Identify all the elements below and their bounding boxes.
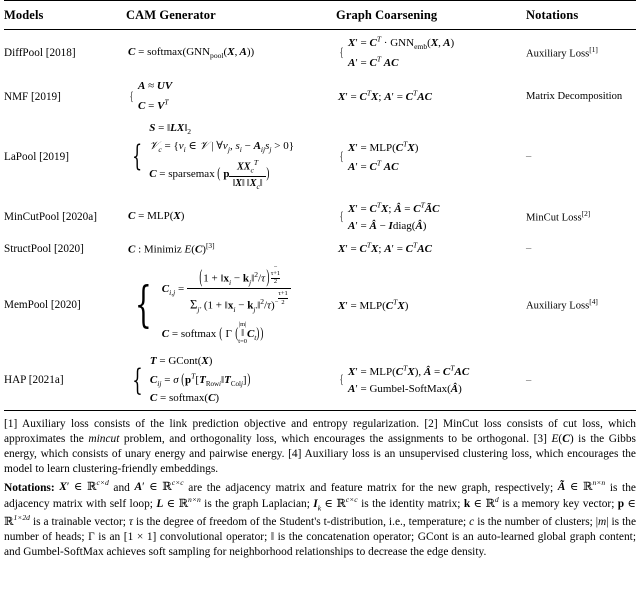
row-cam-hap: { T = GCont(X) $C_{ij} = \sigma$ $(p^T[T_{Rowi}‖T_{Colj}])$ C = softmax(C) bbox=[126, 350, 336, 411]
left-brace: { bbox=[339, 45, 344, 59]
left-brace: { bbox=[129, 89, 134, 103]
row-notation-mempool bbox=[526, 260, 636, 350]
row-model-hap: HAP [2021a] bbox=[4, 374, 64, 387]
footnote-text-3: is the Gibbs energy, which consists of unary energy and pairwise energy. [4] Auxiliary loss is an unsupervised clustering loss, which encourages the model to learn clustering-friendly embeddings. bbox=[4, 433, 636, 475]
row-cam-structpool: C : Minimiz E(C)[3] bbox=[128, 240, 215, 256]
row-notation-nmf bbox=[526, 76, 636, 118]
notation-ref: [4] bbox=[589, 297, 598, 307]
row-model-lapool: LaPool [2019] bbox=[4, 150, 69, 163]
notations-seg-6: is a trainable vector; bbox=[29, 516, 129, 528]
row-coarsening-structpool: $X' = C^TX$; $A' = C^TAC$ bbox=[338, 240, 432, 256]
row-cam-mincutpool: C = MLP(X) bbox=[128, 209, 185, 222]
left-brace: { bbox=[339, 373, 344, 387]
notations-paragraph: Notations: X′ ∈ ℝ$^{c\times d}$ and A′ ∈ ℝ$^{c\times c}$ are the adjacency matrix and feature matrix for the new graph, respectively; Ã ∈ ℝ$^{n\times n}$ is the adjacency matrix with self loop; L ∈ ℝ$^{n\times n}$ is the graph Laplacian; $I_k$ ∈ ℝ$^{c\times c}$ is the identity matrix; k ∈ ℝ$^d$ is a memory key vector; p ∈ ℝ$^{1\times 2d}$ is a trainable vector; τ is the degree of freedom of the Student's t-distribution, i.e., temperature; c is the number of clusters; |m| is the number of heads; Γ is an [1 × 1] convolutional operator; ‖ is the concatenation operator; GCont is an auto-learned global graph content; and Gumbel-SoftMax achieves soft sampling for neighborhood relationships to decrease the edge density. bbox=[4, 478, 636, 558]
notations-and: and bbox=[108, 481, 135, 494]
notations-seg-11: convolutional operator; bbox=[156, 530, 271, 543]
column-header-cam-generator: CAM Generator bbox=[126, 8, 216, 22]
footnote-text-1: [1] Auxiliary loss consists of the link prediction objective and entropy regularization. [2] MinCut loss consists of cut loss, which approximates the bbox=[4, 418, 636, 446]
row-model-diffpool: DiffPool [2018] bbox=[4, 46, 76, 59]
left-brace: { bbox=[134, 276, 152, 333]
row-coarsening-diffpool: { $X' = C^T \cdot GNN_{emb}(X$, A) $A' = C^T$ AC bbox=[336, 30, 526, 76]
table-header bbox=[4, 1, 636, 30]
notation-label: Matrix Decomposition bbox=[526, 91, 623, 103]
row-cam-lapool: { $S = ‖LX‖_2$ 𝒱$_c$ = {$v_i$ ∈ 𝒱 | $\forall v_j$, $s_i - A_{ij}s_j > 0$} C = sparsemax ( p $\frac{XX_c^T}{‖X‖ ‖X_c‖}$ ) bbox=[126, 118, 336, 196]
table-row bbox=[4, 118, 636, 196]
cam-ref: [3] bbox=[205, 240, 215, 250]
row-cam-nmf: { A ≈ UV $C = V^T$ bbox=[126, 76, 336, 118]
table-row bbox=[4, 30, 636, 76]
left-brace: { bbox=[339, 149, 344, 163]
notations-gumbel: Gumbel-SoftMax bbox=[23, 545, 104, 558]
table-row bbox=[4, 260, 636, 350]
table-row bbox=[4, 196, 636, 238]
notations-seg-7: is the degree of freedom of the Student's t-distribution, i.e., temperature; bbox=[133, 516, 470, 528]
row-notation-structpool: – bbox=[526, 243, 532, 255]
row-notation-hap: – bbox=[526, 374, 532, 386]
notation-ref: [2] bbox=[581, 208, 591, 218]
left-brace: { bbox=[132, 138, 143, 173]
footnotes-block bbox=[4, 417, 636, 559]
row-notation-diffpool bbox=[526, 30, 636, 76]
row-coarsening-mincutpool: { $X' = C^TX$; Â = $C^TÃC$ A′ = Â − Idiag(Â) bbox=[336, 196, 526, 238]
row-model-nmf: NMF [2019] bbox=[4, 90, 61, 103]
table-row bbox=[4, 350, 636, 411]
row-coarsening-mempool: $X' = MLP(C^TX)$ bbox=[338, 297, 409, 312]
row-model-mincutpool: MinCutPool [2020a] bbox=[4, 210, 97, 223]
left-brace: { bbox=[339, 209, 344, 223]
row-notation-mincutpool bbox=[526, 196, 636, 238]
row-coarsening-lapool: { $X' = MLP(C^TX)$ $A' = C^T$ AC bbox=[336, 118, 526, 196]
notations-seg-1: are the adjacency matrix and feature matrix for the new graph, respectively; bbox=[183, 481, 558, 494]
row-model-mempool: MemPool [2020] bbox=[4, 299, 81, 312]
notations-seg-9: is the number of heads; bbox=[4, 516, 636, 543]
notations-seg-2: is the adjacency matrix with self loop; bbox=[4, 481, 636, 511]
row-coarsening-nmf: $X' = C^TX$; $A' = C^TAC$ bbox=[338, 88, 432, 104]
footnote-italic-mincut: mincut bbox=[88, 433, 120, 446]
table-body bbox=[4, 30, 636, 411]
left-brace: { bbox=[132, 362, 143, 398]
footnote-paragraph: [1] Auxiliary loss consists of the link prediction objective and entropy regularization. [2] MinCut loss consists of cut loss, which approximates the mincut problem, and orthogonality loss, which encourages the assignments to be orthogonal. [3] E(C) is the Gibbs energy, which consists of unary energy and pairwise energy. [4] Auxiliary loss is an unsupervised clustering loss, which encourages the model to learn clustering-friendly embeddings. bbox=[4, 418, 636, 475]
notations-seg-8: is the number of clusters; bbox=[474, 516, 596, 528]
notations-seg-5: is a memory key vector; bbox=[498, 498, 618, 511]
comparison-table bbox=[4, 0, 636, 411]
row-notation-lapool: – bbox=[526, 151, 532, 163]
row-cam-mempool: { $C_{i,j}$ = ($1 + ‖x_i$ − $k_j‖^2/\tau)^{- \tau+1 2}$ $\Sigma_{j'}$ ($1 + ‖x_i$ − $k_{j'}‖^2/\tau)^{- \frac{\tau+1}{2}}$ C = softmax ( Γ ( |m| ‖ t=0 $C_t$)) bbox=[126, 260, 336, 350]
notation-label: Auxiliary Loss bbox=[526, 48, 590, 60]
row-cam-diffpool: $C = softmax(GNN_{pool}(X$, A)) bbox=[128, 45, 255, 60]
notations-seg-10: is an bbox=[94, 530, 124, 543]
row-model-structpool: StructPool [2020] bbox=[4, 242, 84, 255]
notations-label: Notations: bbox=[4, 481, 55, 494]
notations-seg-4: is the identity matrix; bbox=[357, 498, 464, 511]
footnote-text-2: problem, and orthogonality loss, which encourages the assignments to be orthogonal. [3] bbox=[119, 433, 552, 446]
notation-label: Auxiliary Loss bbox=[526, 300, 590, 312]
table-row bbox=[4, 76, 636, 118]
notations-seg-13: is an auto-learned global graph content; and bbox=[4, 530, 636, 558]
notation-label: MinCut Loss bbox=[526, 212, 582, 224]
notations-seg-3: is the graph Laplacian; bbox=[200, 498, 314, 511]
notations-gcont: GCont bbox=[417, 530, 449, 543]
notation-ref: [1] bbox=[589, 44, 598, 54]
notations-seg-12: is the concatenation operator; bbox=[274, 530, 418, 543]
column-header-graph-coarsening: Graph Coarsening bbox=[336, 8, 438, 22]
table-row bbox=[4, 238, 636, 260]
row-coarsening-hap: { $X' = MLP(C^TX)$, Â = $C^TAC$ A′ = Gumbel-SoftMax(Â) bbox=[336, 350, 526, 411]
notations-seg-14: achieves soft sampling for neighborhood relationships to decrease the edge density. bbox=[103, 545, 487, 558]
column-header-models: Models bbox=[4, 8, 44, 22]
column-header-notations: Notations bbox=[526, 8, 579, 22]
